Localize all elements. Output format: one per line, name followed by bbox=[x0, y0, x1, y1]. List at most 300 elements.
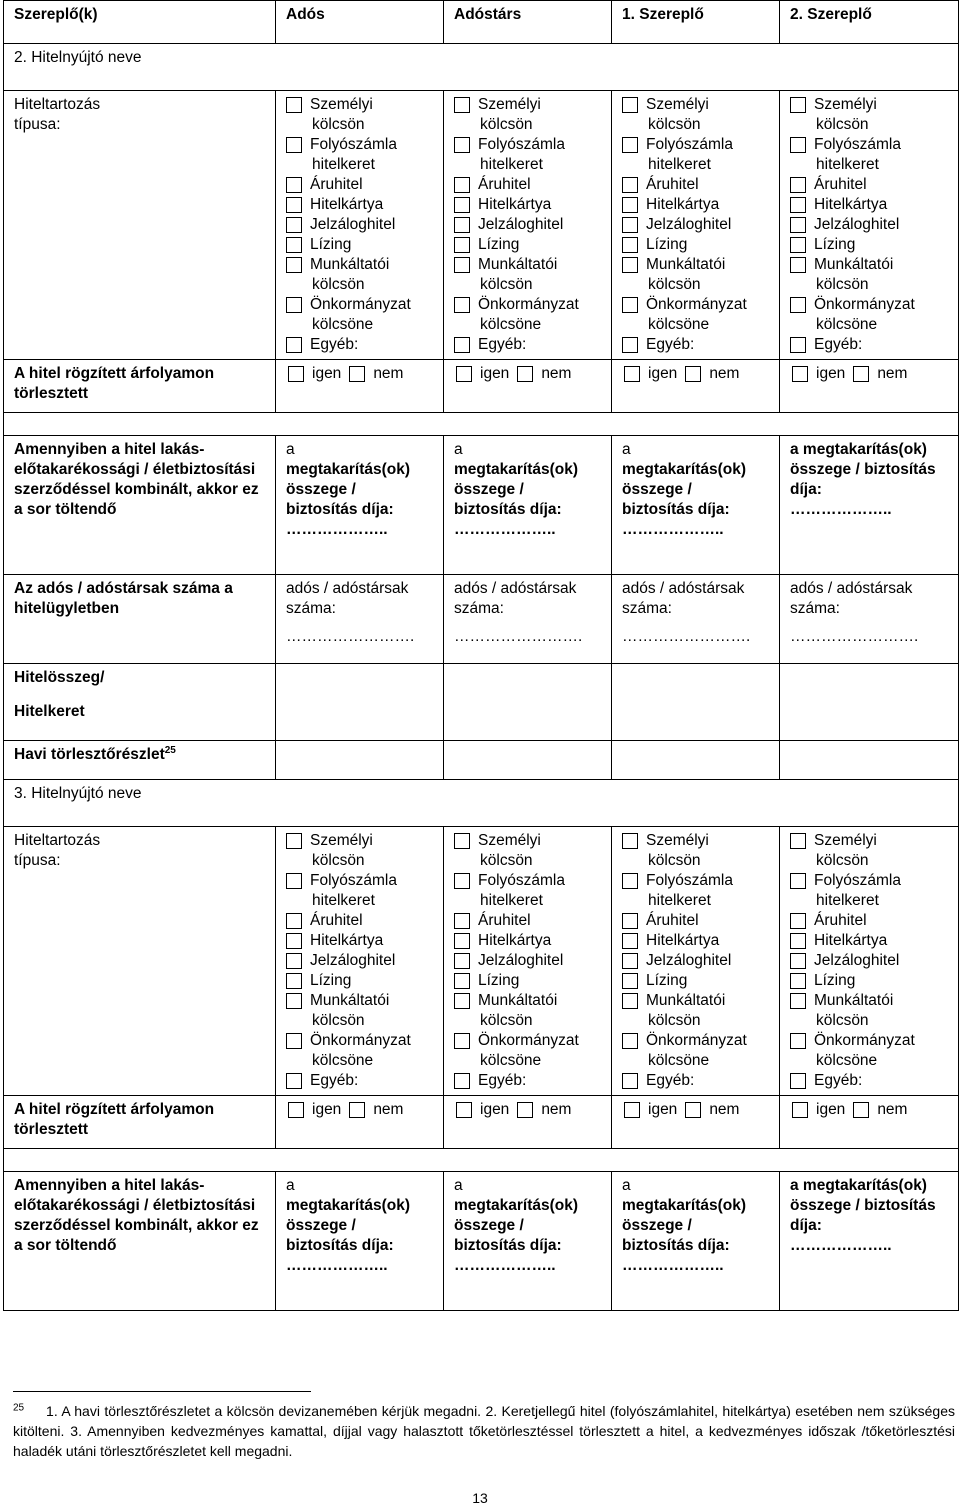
loan-type-label-cont: kölcsön bbox=[648, 852, 701, 869]
checkbox[interactable] bbox=[454, 1033, 470, 1049]
amount-label-1: Hitelösszeg/ bbox=[14, 669, 105, 686]
loan-type-option[interactable] bbox=[454, 831, 603, 851]
loan-type-label-cont: kölcsön bbox=[480, 1012, 533, 1029]
loan-type-options bbox=[612, 91, 780, 360]
loan-type-option[interactable] bbox=[286, 295, 435, 315]
checkbox[interactable] bbox=[454, 217, 470, 233]
savings-field[interactable] bbox=[276, 1172, 444, 1311]
loan-type-label: Jelzáloghitel bbox=[646, 952, 732, 969]
savings-dots: ……………….. bbox=[622, 1257, 724, 1274]
yes-label: igen bbox=[312, 365, 342, 382]
checkbox[interactable] bbox=[622, 177, 638, 193]
loan-type-label-cont: kölcsön bbox=[648, 116, 701, 133]
debtors-count-field[interactable] bbox=[276, 575, 444, 664]
loan-type-label: Jelzáloghitel bbox=[478, 952, 564, 969]
checkbox[interactable] bbox=[790, 933, 806, 949]
loan-type-option[interactable] bbox=[286, 831, 435, 851]
loan-type-label: Áruhitel bbox=[310, 912, 363, 929]
checkbox[interactable] bbox=[454, 257, 470, 273]
checkbox[interactable] bbox=[790, 137, 806, 153]
loan-type-option[interactable] bbox=[286, 135, 435, 155]
loan-type-label: Önkormányzat bbox=[310, 1032, 411, 1049]
debtors-label: Az adós / adóstársak száma a hitelügyletben bbox=[4, 575, 276, 664]
checkbox[interactable] bbox=[790, 217, 806, 233]
loan-type-label-cont: kölcsön bbox=[816, 852, 869, 869]
no-checkbox[interactable] bbox=[685, 1102, 701, 1118]
loan-type-option[interactable] bbox=[286, 215, 435, 235]
loan-type-option[interactable] bbox=[286, 911, 435, 931]
loan-type-label: Hitelkártya bbox=[646, 196, 720, 213]
checkbox[interactable] bbox=[454, 137, 470, 153]
checkbox[interactable] bbox=[622, 337, 638, 353]
yes-checkbox[interactable] bbox=[792, 366, 808, 382]
checkbox[interactable] bbox=[454, 237, 470, 253]
no-label: nem bbox=[541, 365, 572, 382]
checkbox[interactable] bbox=[622, 953, 638, 969]
loan-type-option[interactable] bbox=[790, 195, 950, 215]
loan-type-option[interactable] bbox=[454, 195, 603, 215]
yes-checkbox[interactable] bbox=[792, 1102, 808, 1118]
loan-type-option[interactable] bbox=[790, 971, 950, 991]
loan-type-option[interactable] bbox=[286, 195, 435, 215]
loan-type-option[interactable] bbox=[622, 195, 771, 215]
header-label: Szereplő(k) bbox=[4, 1, 276, 44]
loan-type-label: Egyéb: bbox=[478, 1072, 527, 1089]
savings-a: a bbox=[286, 1177, 295, 1194]
checkbox[interactable] bbox=[790, 833, 806, 849]
section2-title: 2. Hitelnyújtó neve bbox=[4, 44, 959, 91]
loan-type-option[interactable] bbox=[790, 931, 950, 951]
section2-loan-type-row bbox=[4, 91, 959, 360]
loan-type-option[interactable] bbox=[454, 991, 603, 1011]
no-checkbox[interactable] bbox=[853, 366, 869, 382]
loan-type-label: Egyéb: bbox=[646, 1072, 695, 1089]
footnote-separator bbox=[13, 1391, 311, 1392]
loan-type-option[interactable] bbox=[286, 871, 435, 891]
savings-amount: megtakarítás(ok) bbox=[622, 1197, 747, 1214]
monthly-field[interactable] bbox=[444, 741, 612, 780]
savings-fee: biztosítás díja: bbox=[454, 1237, 562, 1254]
loan-type-label-cont: hitelkeret bbox=[816, 156, 879, 173]
amount-field[interactable] bbox=[444, 664, 612, 741]
checkbox[interactable] bbox=[622, 1073, 638, 1089]
checkbox[interactable] bbox=[454, 873, 470, 889]
loan-type-option[interactable] bbox=[790, 215, 950, 235]
savings-a: a bbox=[622, 441, 631, 458]
loan-type-option[interactable] bbox=[622, 335, 771, 355]
loan-type-option[interactable] bbox=[622, 235, 771, 255]
savings-field[interactable] bbox=[444, 436, 612, 575]
no-checkbox[interactable] bbox=[517, 1102, 533, 1118]
savings-dots: ……………….. bbox=[790, 501, 892, 518]
checkbox[interactable] bbox=[622, 197, 638, 213]
checkbox[interactable] bbox=[790, 197, 806, 213]
loan-type-option[interactable] bbox=[454, 235, 603, 255]
loan-type-option[interactable] bbox=[454, 215, 603, 235]
amount-field[interactable] bbox=[780, 664, 959, 741]
checkbox[interactable] bbox=[454, 933, 470, 949]
savings-field[interactable] bbox=[612, 436, 780, 575]
loan-type-option[interactable] bbox=[790, 295, 950, 315]
loan-type-label: Munkáltatói bbox=[646, 256, 726, 273]
section2-type-label bbox=[4, 91, 276, 360]
loan-type-option[interactable] bbox=[790, 335, 950, 355]
loan-type-options bbox=[276, 827, 444, 1096]
checkbox[interactable] bbox=[286, 973, 302, 989]
loan-type-label: Lízing bbox=[814, 972, 856, 989]
checkbox[interactable] bbox=[286, 933, 302, 949]
checkbox[interactable] bbox=[454, 953, 470, 969]
loan-type-option[interactable] bbox=[454, 1071, 603, 1091]
loan-type-options bbox=[276, 91, 444, 360]
loan-type-option[interactable] bbox=[790, 1071, 950, 1091]
checkbox[interactable] bbox=[286, 913, 302, 929]
savings-field[interactable] bbox=[276, 436, 444, 575]
checkbox[interactable] bbox=[454, 177, 470, 193]
loan-type-option[interactable] bbox=[622, 951, 771, 971]
yes-checkbox[interactable] bbox=[624, 1102, 640, 1118]
loan-type-label-cont: kölcsön bbox=[648, 1012, 701, 1029]
loan-type-label: Lízing bbox=[310, 236, 352, 253]
debtors-count-field[interactable] bbox=[780, 575, 959, 664]
loan-type-option[interactable] bbox=[454, 871, 603, 891]
yes-checkbox[interactable] bbox=[288, 366, 304, 382]
checkbox[interactable] bbox=[790, 1073, 806, 1089]
fixed-rate-choice bbox=[612, 1096, 780, 1149]
loan-type-label-cont: kölcsön bbox=[312, 852, 365, 869]
loan-type-label-cont: kölcsön bbox=[648, 276, 701, 293]
loan-type-label: Hitelkártya bbox=[814, 932, 888, 949]
checkbox[interactable] bbox=[622, 237, 638, 253]
no-checkbox[interactable] bbox=[853, 1102, 869, 1118]
debtors-line1: adós / adóstársak bbox=[622, 580, 745, 597]
savings-field[interactable] bbox=[780, 436, 959, 575]
loan-type-label: Egyéb: bbox=[814, 336, 863, 353]
checkbox[interactable] bbox=[286, 337, 302, 353]
checkbox[interactable] bbox=[622, 913, 638, 929]
checkbox[interactable] bbox=[454, 337, 470, 353]
checkbox[interactable] bbox=[454, 97, 470, 113]
debtors-dots: ……………………. bbox=[790, 628, 919, 645]
yes-checkbox[interactable] bbox=[288, 1102, 304, 1118]
yes-checkbox[interactable] bbox=[456, 1102, 472, 1118]
loan-type-option[interactable] bbox=[286, 235, 435, 255]
savings-sum: összege / bbox=[454, 1217, 524, 1234]
loan-type-option[interactable] bbox=[454, 911, 603, 931]
section2-debtors-row bbox=[4, 575, 959, 664]
savings-amount: megtakarítás(ok) bbox=[622, 461, 747, 478]
loan-type-option[interactable] bbox=[454, 175, 603, 195]
checkbox[interactable] bbox=[622, 97, 638, 113]
loan-type-option[interactable] bbox=[622, 871, 771, 891]
checkbox[interactable] bbox=[286, 297, 302, 313]
loan-type-option[interactable] bbox=[622, 135, 771, 155]
section3-title-row bbox=[4, 780, 959, 827]
savings-field[interactable] bbox=[444, 1172, 612, 1311]
loan-type-label: Személyi bbox=[646, 96, 709, 113]
savings-fee: biztosítás díja: bbox=[622, 501, 730, 518]
checkbox[interactable] bbox=[286, 873, 302, 889]
loan-type-option[interactable] bbox=[790, 871, 950, 891]
loan-type-option[interactable] bbox=[790, 95, 950, 115]
loan-type-option[interactable] bbox=[790, 951, 950, 971]
loan-type-label: Munkáltatói bbox=[814, 256, 894, 273]
loan-type-option[interactable] bbox=[286, 1071, 435, 1091]
checkbox[interactable] bbox=[286, 217, 302, 233]
loan-type-label-cont: hitelkeret bbox=[312, 892, 375, 909]
yes-label: igen bbox=[480, 1101, 510, 1118]
yes-label: igen bbox=[816, 365, 846, 382]
loan-type-option[interactable] bbox=[622, 175, 771, 195]
checkbox[interactable] bbox=[286, 1033, 302, 1049]
loan-type-label: Önkormányzat bbox=[814, 1032, 915, 1049]
loan-type-option[interactable] bbox=[622, 931, 771, 951]
loan-type-label: Jelzáloghitel bbox=[310, 216, 396, 233]
loan-type-label: Egyéb: bbox=[310, 336, 359, 353]
loan-type-option[interactable] bbox=[286, 991, 435, 1011]
savings-label: Amennyiben a hitel lakás-előtakarékossági / életbiztosítási szerződéssel kombinált, akkor ez a sor töltendő bbox=[4, 1172, 276, 1311]
checkbox[interactable] bbox=[286, 833, 302, 849]
checkbox[interactable] bbox=[790, 993, 806, 1009]
checkbox[interactable] bbox=[790, 873, 806, 889]
loan-type-label: Egyéb: bbox=[814, 1072, 863, 1089]
no-checkbox[interactable] bbox=[685, 366, 701, 382]
loan-type-label-cont: kölcsön bbox=[312, 116, 365, 133]
amount-label bbox=[4, 664, 276, 741]
fixed-rate-choice bbox=[444, 1096, 612, 1149]
checkbox[interactable] bbox=[622, 217, 638, 233]
fixed-rate-label: A hitel rögzített árfolyamon törlesztett bbox=[4, 360, 276, 413]
loan-type-label: Folyószámla bbox=[478, 872, 565, 889]
type-label-1: Hiteltartozás bbox=[14, 832, 101, 849]
loan-type-option[interactable] bbox=[286, 95, 435, 115]
fixed-rate-choice bbox=[780, 1096, 959, 1149]
checkbox[interactable] bbox=[622, 973, 638, 989]
no-checkbox[interactable] bbox=[517, 366, 533, 382]
loan-type-label: Személyi bbox=[310, 832, 373, 849]
loan-type-option[interactable] bbox=[286, 175, 435, 195]
loan-type-option[interactable] bbox=[286, 1031, 435, 1051]
loan-type-option[interactable] bbox=[622, 991, 771, 1011]
savings-a: a bbox=[454, 1177, 463, 1194]
loan-type-label-cont: kölcsöne bbox=[480, 316, 542, 333]
checkbox[interactable] bbox=[454, 993, 470, 1009]
loan-type-options bbox=[612, 827, 780, 1096]
checkbox[interactable] bbox=[286, 993, 302, 1009]
section2-monthly-row bbox=[4, 741, 959, 780]
checkbox[interactable] bbox=[622, 873, 638, 889]
monthly-field[interactable] bbox=[612, 741, 780, 780]
debtors-dots: ……………………. bbox=[454, 628, 583, 645]
savings-line1: a megtakarítás(ok) bbox=[790, 1177, 927, 1194]
no-label: nem bbox=[373, 1101, 404, 1118]
savings-field[interactable] bbox=[612, 1172, 780, 1311]
loan-type-option[interactable] bbox=[454, 931, 603, 951]
monthly-field[interactable] bbox=[276, 741, 444, 780]
checkbox[interactable] bbox=[622, 933, 638, 949]
loan-type-option[interactable] bbox=[790, 831, 950, 851]
loan-type-label: Személyi bbox=[478, 96, 541, 113]
loan-type-option[interactable] bbox=[454, 255, 603, 275]
amount-field[interactable] bbox=[276, 664, 444, 741]
loan-type-option[interactable] bbox=[790, 991, 950, 1011]
loan-type-label: Önkormányzat bbox=[646, 1032, 747, 1049]
loan-type-label: Folyószámla bbox=[814, 136, 901, 153]
checkbox[interactable] bbox=[790, 237, 806, 253]
loan-type-option[interactable] bbox=[622, 95, 771, 115]
loan-type-options bbox=[444, 827, 612, 1096]
loan-type-label: Önkormányzat bbox=[310, 296, 411, 313]
debtors-line2: száma: bbox=[454, 600, 504, 617]
loan-type-option[interactable] bbox=[622, 971, 771, 991]
checkbox[interactable] bbox=[790, 913, 806, 929]
section2-title-row bbox=[4, 44, 959, 91]
checkbox[interactable] bbox=[790, 337, 806, 353]
loan-type-option[interactable] bbox=[790, 911, 950, 931]
checkbox[interactable] bbox=[454, 297, 470, 313]
checkbox[interactable] bbox=[454, 913, 470, 929]
debtors-count-field[interactable] bbox=[444, 575, 612, 664]
savings-fee: biztosítás díja: bbox=[454, 501, 562, 518]
loan-type-option[interactable] bbox=[790, 235, 950, 255]
debtors-line2: száma: bbox=[622, 600, 672, 617]
checkbox[interactable] bbox=[286, 137, 302, 153]
loan-type-option[interactable] bbox=[622, 1071, 771, 1091]
savings-field[interactable] bbox=[780, 1172, 959, 1311]
loan-type-label: Jelzáloghitel bbox=[814, 216, 900, 233]
credit-form-table bbox=[3, 0, 959, 1311]
loan-type-option[interactable] bbox=[790, 135, 950, 155]
checkbox[interactable] bbox=[790, 953, 806, 969]
fixed-rate-choice bbox=[444, 360, 612, 413]
checkbox[interactable] bbox=[454, 197, 470, 213]
loan-type-label: Áruhitel bbox=[478, 176, 531, 193]
loan-type-label: Lízing bbox=[814, 236, 856, 253]
section2-savings-row bbox=[4, 436, 959, 575]
monthly-field[interactable] bbox=[780, 741, 959, 780]
footnote-number: 25 bbox=[13, 1402, 25, 1414]
checkbox[interactable] bbox=[790, 257, 806, 273]
debtors-dots: ……………………. bbox=[286, 628, 415, 645]
loan-type-option[interactable] bbox=[286, 971, 435, 991]
yes-checkbox[interactable] bbox=[624, 366, 640, 382]
checkbox[interactable] bbox=[286, 177, 302, 193]
loan-type-option[interactable] bbox=[454, 135, 603, 155]
loan-type-label: Áruhitel bbox=[814, 912, 867, 929]
checkbox[interactable] bbox=[622, 257, 638, 273]
amount-field[interactable] bbox=[612, 664, 780, 741]
loan-type-option[interactable] bbox=[454, 295, 603, 315]
loan-type-option[interactable] bbox=[454, 971, 603, 991]
savings-line2: összege / biztosítás bbox=[790, 461, 936, 478]
checkbox[interactable] bbox=[286, 953, 302, 969]
loan-type-label: Folyószámla bbox=[310, 872, 397, 889]
savings-amount: megtakarítás(ok) bbox=[454, 1197, 579, 1214]
loan-type-option[interactable] bbox=[622, 215, 771, 235]
loan-type-label-cont: kölcsöne bbox=[816, 1052, 878, 1069]
loan-type-label: Önkormányzat bbox=[478, 296, 579, 313]
loan-type-label: Személyi bbox=[814, 96, 877, 113]
loan-type-label-cont: hitelkeret bbox=[816, 892, 879, 909]
loan-type-label: Munkáltatói bbox=[814, 992, 894, 1009]
savings-fee: biztosítás díja: bbox=[622, 1237, 730, 1254]
checkbox[interactable] bbox=[790, 973, 806, 989]
savings-fee: biztosítás díja: bbox=[286, 501, 394, 518]
loan-type-label: Hitelkártya bbox=[310, 932, 384, 949]
loan-type-option[interactable] bbox=[454, 335, 603, 355]
checkbox[interactable] bbox=[286, 1073, 302, 1089]
debtors-count-field[interactable] bbox=[612, 575, 780, 664]
yes-checkbox[interactable] bbox=[456, 366, 472, 382]
loan-type-label-cont: kölcsön bbox=[816, 276, 869, 293]
no-checkbox[interactable] bbox=[349, 1102, 365, 1118]
loan-type-option[interactable] bbox=[286, 951, 435, 971]
checkbox[interactable] bbox=[454, 1073, 470, 1089]
loan-type-option[interactable] bbox=[286, 931, 435, 951]
loan-type-option[interactable] bbox=[622, 295, 771, 315]
loan-type-option[interactable] bbox=[790, 175, 950, 195]
loan-type-option[interactable] bbox=[790, 255, 950, 275]
loan-type-option[interactable] bbox=[622, 831, 771, 851]
checkbox[interactable] bbox=[286, 237, 302, 253]
checkbox[interactable] bbox=[286, 197, 302, 213]
savings-dots: ……………….. bbox=[454, 521, 556, 538]
loan-type-label-cont: kölcsön bbox=[312, 276, 365, 293]
checkbox[interactable] bbox=[286, 97, 302, 113]
yes-label: igen bbox=[648, 365, 678, 382]
loan-type-option[interactable] bbox=[790, 1031, 950, 1051]
loan-type-label-cont: hitelkeret bbox=[648, 892, 711, 909]
loan-type-option[interactable] bbox=[622, 911, 771, 931]
loan-type-label-cont: kölcsöne bbox=[312, 1052, 374, 1069]
loan-type-option[interactable] bbox=[454, 951, 603, 971]
checkbox[interactable] bbox=[622, 1033, 638, 1049]
loan-type-label: Egyéb: bbox=[478, 336, 527, 353]
checkbox[interactable] bbox=[790, 177, 806, 193]
loan-type-label-cont: kölcsöne bbox=[648, 316, 710, 333]
loan-type-option[interactable] bbox=[622, 1031, 771, 1051]
checkbox[interactable] bbox=[622, 993, 638, 1009]
checkbox[interactable] bbox=[454, 973, 470, 989]
loan-type-option[interactable] bbox=[454, 95, 603, 115]
footnote-text: 1. A havi törlesztőrészletet a kölcsön devizanemében kérjük megadni. 2. Keretjellegű hitel (folyószámlahitel, hitelkártya) esetében nem szükséges kitölteni. 3. Amennyiben kedvezményes kamattal, díjjal vagy halasztott tőketörlesztéssel törlesztett a hitel, a kedvezményes időszak /tőketörlesztési haladék utáni törlesztőrészletet kell megadni. bbox=[13, 1403, 956, 1459]
yes-label: igen bbox=[648, 1101, 678, 1118]
checkbox[interactable] bbox=[454, 833, 470, 849]
checkbox[interactable] bbox=[286, 257, 302, 273]
checkbox[interactable] bbox=[790, 297, 806, 313]
checkbox[interactable] bbox=[622, 297, 638, 313]
loan-type-label: Lízing bbox=[310, 972, 352, 989]
loan-type-option[interactable] bbox=[286, 255, 435, 275]
loan-type-option[interactable] bbox=[622, 255, 771, 275]
savings-amount: megtakarítás(ok) bbox=[454, 461, 579, 478]
checkbox[interactable] bbox=[790, 1033, 806, 1049]
loan-type-label-cont: kölcsön bbox=[480, 116, 533, 133]
savings-amount: megtakarítás(ok) bbox=[286, 1197, 411, 1214]
section3-type-label bbox=[4, 827, 276, 1096]
loan-type-option[interactable] bbox=[454, 1031, 603, 1051]
loan-type-label-cont: hitelkeret bbox=[648, 156, 711, 173]
checkbox[interactable] bbox=[622, 833, 638, 849]
checkbox[interactable] bbox=[790, 97, 806, 113]
checkbox[interactable] bbox=[622, 137, 638, 153]
loan-type-label: Egyéb: bbox=[646, 336, 695, 353]
no-checkbox[interactable] bbox=[349, 366, 365, 382]
loan-type-option[interactable] bbox=[286, 335, 435, 355]
loan-type-label: Önkormányzat bbox=[646, 296, 747, 313]
savings-sum: összege / bbox=[286, 481, 356, 498]
loan-type-label: Személyi bbox=[646, 832, 709, 849]
